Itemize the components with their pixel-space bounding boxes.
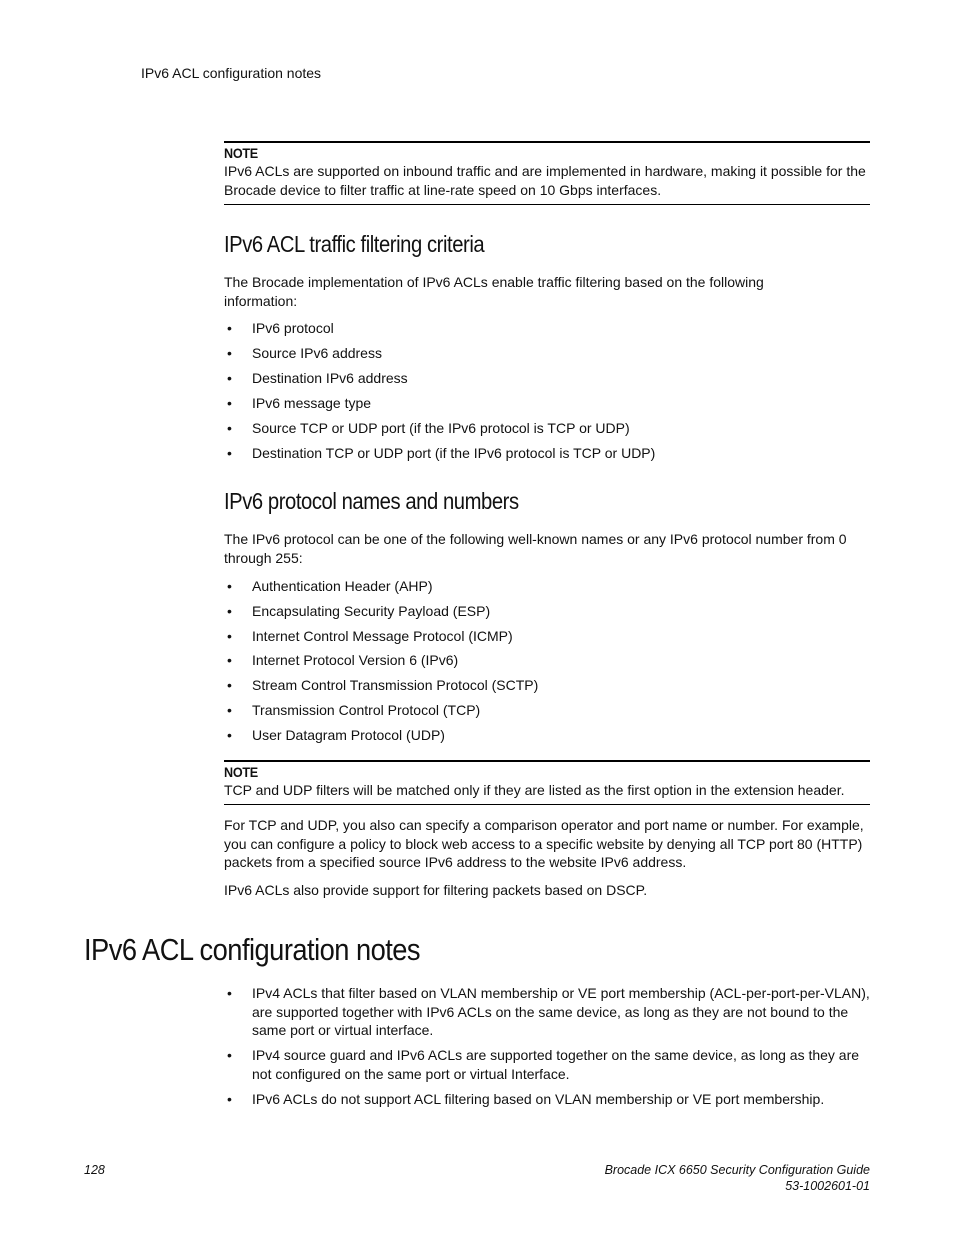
paragraph-tcp-udp: For TCP and UDP, you also can specify a comparison operator and port name or number. For example, you can configure a policy to block web access to a specific website by denying all TCP port 80 (HTTP) packets from a specified source IPv6 address to the website IPv6 address.: [224, 817, 864, 870]
note-label: NOTE: [224, 764, 258, 780]
list-item: • Transmission Control Protocol (TCP): [227, 701, 481, 718]
note-label: NOTE: [224, 145, 258, 161]
bullet-icon: •: [227, 445, 232, 461]
section-intro-protocols: The IPv6 protocol can be one of the following well-known names or any IPv6 protocol number from 0 through 255:: [224, 531, 847, 566]
bullet-icon: •: [227, 395, 232, 411]
bullet-icon: •: [227, 320, 232, 336]
filtering-criteria-list: [224, 319, 870, 463]
bullet-icon: •: [227, 578, 232, 594]
note-bottom-rule: [224, 804, 870, 805]
list-item: • Source TCP or UDP port (if the IPv6 protocol is TCP or UDP): [227, 420, 630, 436]
footer-guide-title: Brocade ICX 6650 Security Configuration Guide: [604, 1163, 870, 1177]
list-item: • IPv4 source guard and IPv6 ACLs are supported together on the same device, as long as they are not configured on the same port or virtual Interface.: [227, 1047, 860, 1082]
bullet-icon: •: [227, 726, 232, 743]
footer-doc-number: 53-1002601-01: [785, 1179, 870, 1193]
bullet-icon: •: [227, 1090, 232, 1107]
bullet-icon: •: [227, 627, 232, 644]
list-item: • Internet Protocol Version 6 (IPv6): [227, 652, 459, 669]
list-item: • IPv6 ACLs do not support ACL filtering based on VLAN membership or VE port membership.: [227, 1090, 825, 1107]
list-item: • Internet Control Message Protocol (ICMP): [227, 627, 513, 644]
paragraph-dscp: IPv6 ACLs also provide support for filtering packets based on DSCP.: [224, 882, 648, 898]
bullet-icon: •: [227, 1047, 232, 1063]
list-item: • IPv4 ACLs that filter based on VLAN membership or VE port membership (ACL-per-port-per-VLAN), are supported together with IPv6 ACLs on the same device, as long as they are not bound to the same port or virtual interface.: [227, 985, 870, 1038]
list-item: • Source IPv6 address: [227, 345, 382, 361]
page-number: 128: [84, 1163, 105, 1177]
note-top-rule: [224, 141, 870, 143]
bullet-icon: •: [227, 420, 232, 436]
bullet-icon: •: [227, 677, 232, 694]
protocol-names-list: [224, 577, 870, 744]
section-heading-filtering: IPv6 ACL traffic filtering criteria: [224, 231, 485, 257]
bullet-icon: •: [227, 652, 232, 669]
list-item: • User Datagram Protocol (UDP): [227, 726, 445, 743]
list-item: • Destination IPv6 address: [227, 370, 408, 386]
section-heading-config-notes: IPv6 ACL configuration notes: [84, 932, 421, 967]
note-top-rule: [224, 760, 870, 762]
config-notes-list: [224, 984, 870, 1108]
bullet-icon: •: [227, 701, 232, 718]
bullet-icon: •: [227, 370, 232, 386]
section-heading-protocols: IPv6 protocol names and numbers: [224, 488, 519, 514]
note-text: IPv6 ACLs are supported on inbound traffic and are implemented in hardware, making it possible for the Brocade device to filter traffic at line-rate speed on 10 Gbps interfaces.: [224, 163, 866, 198]
note-text: TCP and UDP filters will be matched only if they are listed as the first option in the extension header.: [224, 782, 845, 798]
list-item: • Encapsulating Security Payload (ESP): [227, 602, 491, 619]
list-item: • Destination TCP or UDP port (if the IPv6 protocol is TCP or UDP): [227, 445, 656, 461]
list-item: • Authentication Header (AHP): [227, 578, 433, 594]
section-intro-filtering: The Brocade implementation of IPv6 ACLs enable traffic filtering based on the following information:: [224, 274, 764, 309]
bullet-icon: •: [227, 985, 232, 1001]
list-item: • IPv6 protocol: [227, 320, 334, 336]
bullet-icon: •: [227, 602, 232, 619]
list-item: • IPv6 message type: [227, 395, 372, 411]
list-item: • Stream Control Transmission Protocol (SCTP): [227, 677, 539, 694]
running-header: IPv6 ACL configuration notes: [141, 65, 322, 81]
bullet-icon: •: [227, 345, 232, 361]
note-bottom-rule: [224, 204, 870, 205]
